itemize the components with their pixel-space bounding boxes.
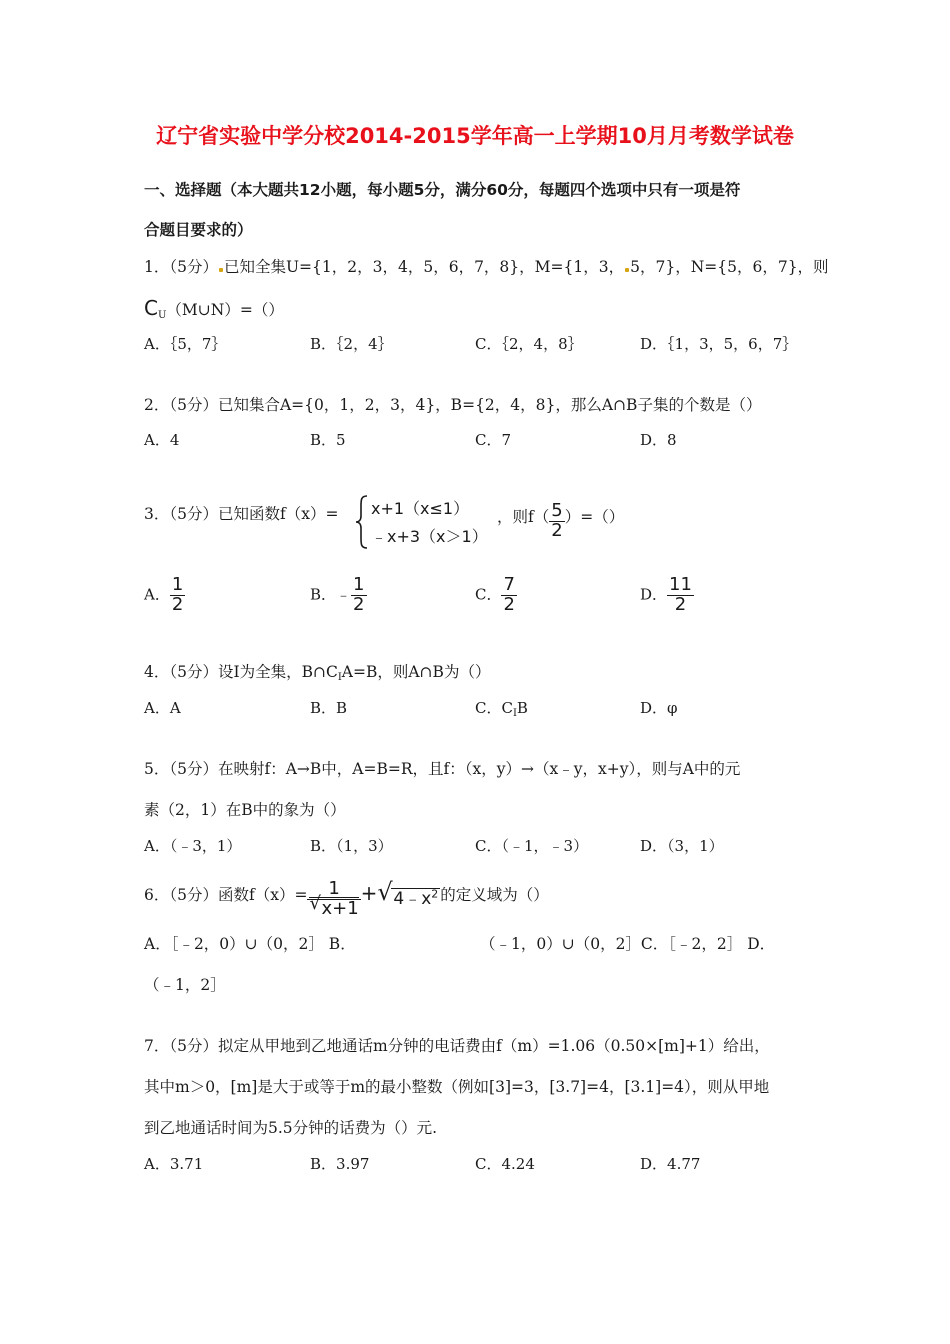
- q6-options-line1b[interactable]: （﹣1，0）∪（0，2］C．［﹣2，2］ D．: [480, 935, 776, 953]
- q6-denominator-sqrt: √ x+1: [309, 892, 359, 919]
- marker-dot-icon: [219, 268, 223, 272]
- q7-option-b[interactable]: B．3.97: [310, 1155, 370, 1173]
- q4-options: [144, 697, 824, 731]
- q7-line1: 7．（5分）拟定从甲地到乙地通话m分钟的电话费由f（m）=1.06（0.50×[m]+1）给出，: [144, 1037, 770, 1055]
- q1-option-d[interactable]: D．｛1，3，5，6，7｝: [640, 335, 798, 353]
- q3-option-a[interactable]: A． $\frac{1}{2}$: [144, 574, 184, 615]
- section-heading-line1: 一、选择题（本大题共12小题，每小题5分，满分60分，每题四个选项中只有一项是符: [144, 181, 741, 199]
- q2-option-c[interactable]: C．7: [475, 431, 512, 449]
- q1-line2: $C_U(M\cup N)=()$: [144, 296, 284, 321]
- q2-option-b[interactable]: B．5: [310, 431, 346, 449]
- q6-options-line2[interactable]: （﹣1，2］: [144, 976, 226, 994]
- q4-option-a[interactable]: A．A: [144, 699, 181, 717]
- q7-options: [144, 1153, 824, 1187]
- q2-option-d[interactable]: D．8: [640, 431, 677, 449]
- q7-option-a[interactable]: A．3.71: [144, 1155, 204, 1173]
- q3-option-c[interactable]: C． $\frac{7}{2}$: [475, 574, 515, 615]
- q1-option-a[interactable]: A．｛5，7｝: [144, 335, 227, 353]
- q2-option-a[interactable]: A．4: [144, 431, 180, 449]
- section-heading-line2: 合题目要求的）: [144, 221, 253, 239]
- q7-line3: 到乙地通话时间为5.5分钟的话费为（）元.: [144, 1119, 438, 1137]
- q5-option-b[interactable]: B．（1，3）: [310, 837, 393, 855]
- q5-option-c[interactable]: C．（﹣1，﹣3）: [475, 837, 589, 855]
- q5-line2: 素（2，1）在B中的象为（）: [144, 801, 346, 819]
- q1-option-c[interactable]: C．｛2，4，8｝: [475, 335, 583, 353]
- q3-case-2: ﹣x+3（x＞1）: [371, 527, 488, 546]
- q1-options: [144, 333, 824, 367]
- q4-option-c[interactable]: C．$C_IB$: [475, 699, 528, 719]
- sqrt-icon: √: [309, 892, 321, 914]
- q5-option-d[interactable]: D．（3，1）: [640, 837, 724, 855]
- q2-text: 2．（5分）已知集合A={0，1，2，3，4}，B={2，4，8}，那么A∩B子集的个数是（）: [144, 396, 762, 414]
- q3-suffix: ，则f（ $\frac{5}{2}$ ）=（）: [497, 500, 625, 541]
- q3-argument-fraction: $\frac{5}{2}$: [551, 500, 563, 541]
- q6-formula-line: 6．（5分）函数f（x）= 1 √ x+1 + √ $4﹣x^2$ 的定义域为（）: [144, 877, 549, 919]
- q3-option-b[interactable]: B．﹣ $\frac{1}{2}$: [310, 574, 365, 615]
- q2-options: [144, 429, 824, 463]
- q7-line2: 其中m＞0，[m]是大于或等于m的最小整数（例如[3]=3，[3.7]=4，[3.1]=4），则从甲地: [144, 1078, 770, 1096]
- left-brace-icon: [355, 494, 369, 550]
- q6-option-a-b[interactable]: A．［﹣2，0）∪（0，2］ B．: [144, 935, 356, 953]
- exam-title: 辽宁省实验中学分校2014-2015学年高一上学期10月月考数学试卷: [156, 124, 794, 148]
- q1-option-b[interactable]: B．｛2，4｝: [310, 335, 393, 353]
- q6-sqrt-term: √ $4﹣x^2$: [377, 877, 439, 909]
- marker-dot-icon: [625, 268, 629, 272]
- q3-option-d[interactable]: D． $\frac{11}{2}$: [640, 574, 692, 615]
- q5-line1: 5．（5分）在映射f：A→B中，A=B=R，且f：（x，y）→（x﹣y，x+y），则与A中的元: [144, 760, 741, 778]
- q5-options: [144, 835, 824, 869]
- q6-reciprocal-fraction: 1 √ x+1: [309, 878, 359, 919]
- q5-option-a[interactable]: A．（﹣3，1）: [144, 837, 242, 855]
- q4-option-d[interactable]: D．φ: [640, 699, 678, 717]
- q3-options: [144, 576, 824, 622]
- q4-option-b[interactable]: B．B: [310, 699, 348, 717]
- q4-text: 4．（5分）设I为全集，$B\cap C_IA=B$，则A∩B为（）: [144, 663, 491, 683]
- q3-piecewise-function: [355, 494, 495, 550]
- q7-option-d[interactable]: D．4.77: [640, 1155, 701, 1173]
- q3-prefix: 3．（5分）已知函数f（x）=: [144, 505, 339, 523]
- q7-option-c[interactable]: C．4.24: [475, 1155, 535, 1173]
- q3-case-1: x+1（x≤1）: [371, 499, 470, 518]
- sqrt-icon: √: [377, 877, 393, 906]
- q1-line1: 1．（5分） 已知全集U={1，2，3，4，5，6，7，8}，M={1，3， 5，7}，N={5，6，7}，则: [144, 258, 829, 276]
- q6-options-line1: [144, 932, 356, 954]
